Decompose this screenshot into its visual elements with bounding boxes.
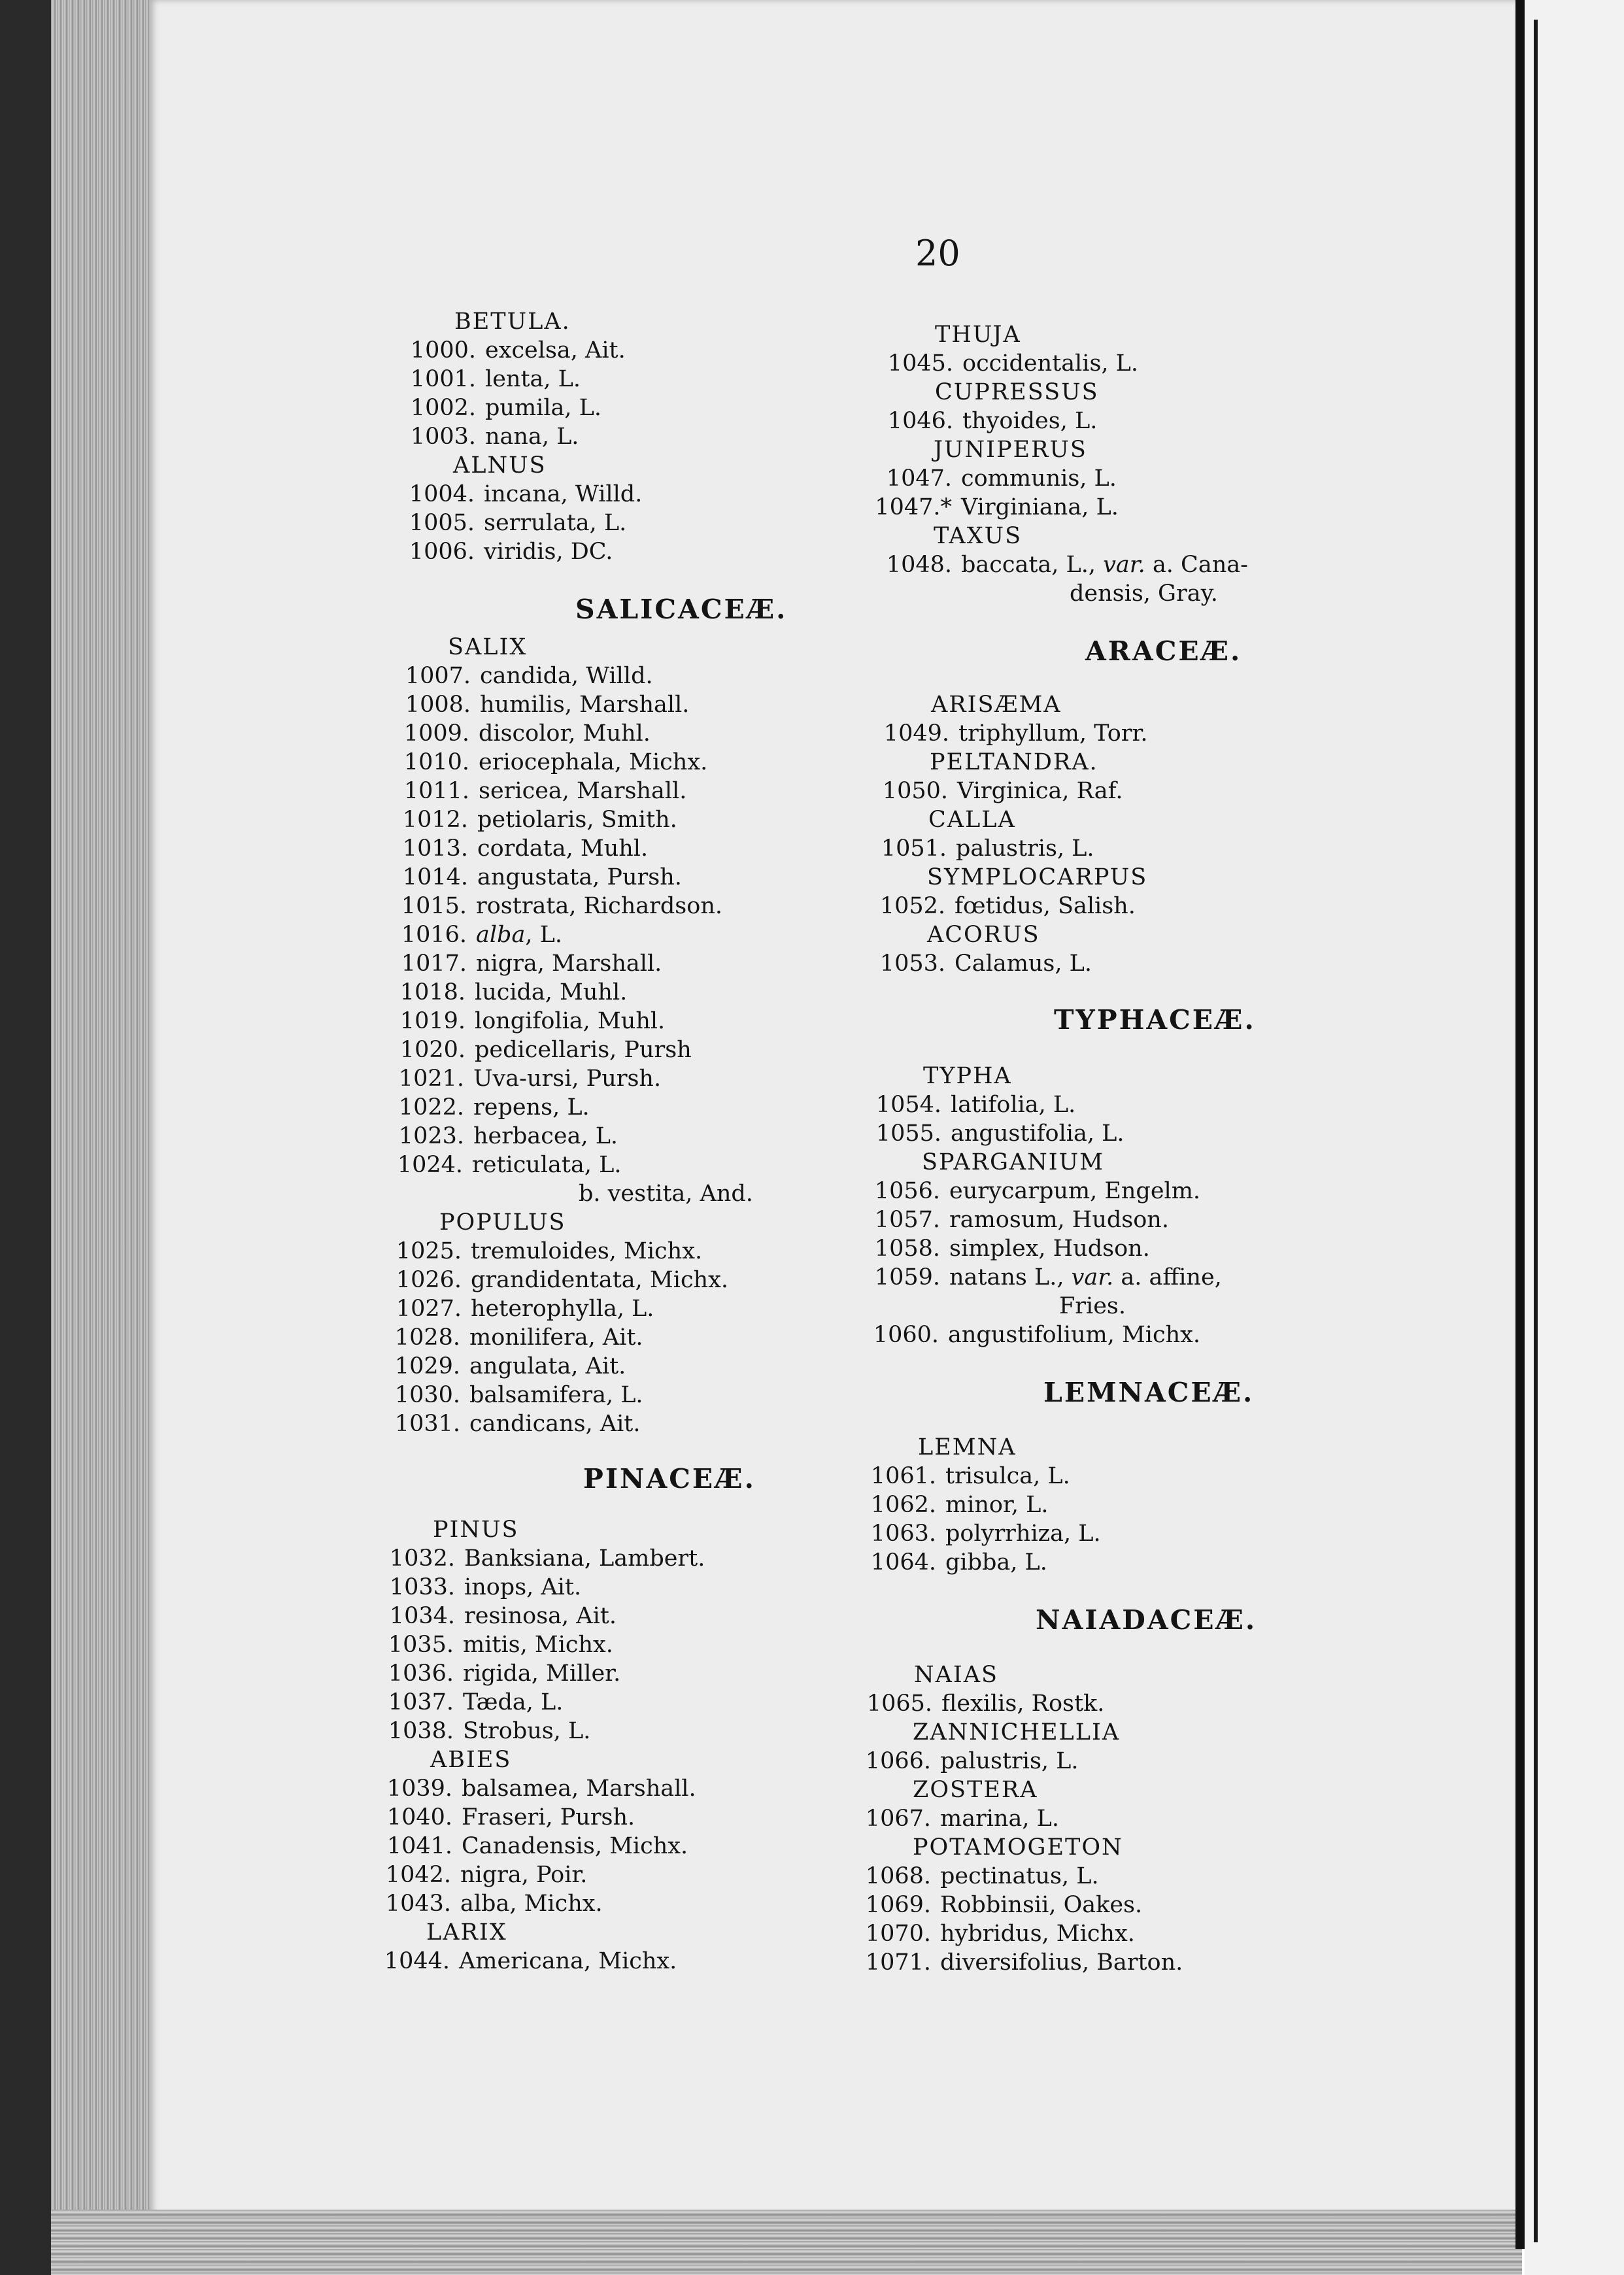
species-entry: 1003. nana, L. [410,424,579,450]
species-entry: 1021. Uva-ursi, Pursh. [398,1066,662,1092]
page-stack-bottom-edge [51,2210,1522,2275]
species-entry: 1025. tremuloides, Michx. [396,1238,703,1264]
facing-page [1525,0,1624,2275]
species-entry: 1004. incana, Willd. [409,481,643,507]
species-entry: 1032. Banksiana, Lambert. [389,1545,705,1572]
species-entry: 1039. balsamea, Marshall. [386,1776,696,1802]
species-entry: 1020. pedicellaris, Pursh [399,1037,692,1063]
book-page [149,0,1520,2229]
scanner-edge [0,0,52,2275]
genus-heading: TYPHA [923,1063,1012,1089]
species-entry: 1036. rigida, Miller. [388,1660,621,1687]
species-entry: 1019. longifolia, Muhl. [399,1008,666,1034]
species-entry: 1028. monilifera, Ait. [394,1324,643,1351]
species-continuation: Fries. [1059,1293,1126,1319]
species-entry: 1066. palustris, L. [865,1748,1079,1774]
facing-page-edge [1534,20,1538,2242]
variety-entry: b. vestita, And. [579,1181,753,1207]
genus-heading: LEMNA [918,1434,1017,1460]
genus-heading: ACORUS [927,922,1040,948]
species-entry: 1063. polyrrhiza, L. [870,1521,1101,1547]
genus-heading: ZANNICHELLIA [913,1719,1121,1745]
species-entry: 1014. angustata, Pursh. [402,864,682,890]
species-entry: 1067. marina, L. [865,1806,1060,1832]
species-entry: 1005. serrulata, L. [409,510,627,536]
species-entry: 1040. Fraseri, Pursh. [386,1804,635,1830]
species-entry: 1064. gibba, L. [870,1549,1047,1576]
species-entry: 1055. angustifolia, L. [875,1121,1125,1147]
species-entry: 1047. communis, L. [886,465,1117,492]
species-entry: 1071. diversifolius, Barton. [865,1949,1183,1976]
genus-heading: SYMPLOCARPUS [927,864,1148,890]
genus-heading: CALLA [928,807,1016,833]
genus-heading: NAIAS [914,1662,998,1688]
species-entry: 1008. humilis, Marshall. [405,692,690,718]
species-entry: 1056. eurycarpum, Engelm. [874,1178,1201,1204]
species-entry: 1027. heterophylla, L. [396,1296,654,1322]
species-entry: 1002. pumila, L. [410,395,602,421]
genus-heading: ARISÆMA [931,692,1062,718]
species-entry: 1023. herbacea, L. [398,1123,618,1149]
species-entry: 1059. natans L., var. a. affine, [874,1264,1222,1290]
species-entry: 1049. triphyllum, Torr. [883,720,1148,747]
species-entry: 1038. Strobus, L. [388,1718,591,1744]
genus-heading: SALIX [448,634,528,660]
species-entry: 1000. excelsa, Ait. [410,337,626,363]
genus-heading: POPULUS [439,1209,566,1236]
species-entry: 1069. Robbinsii, Oakes. [865,1892,1143,1918]
species-entry: 1029. angulata, Ait. [394,1353,626,1379]
species-entry: 1016. alba, L. [401,922,562,948]
book-gutter [1515,0,1525,2249]
species-entry: 1007. candida, Willd. [405,663,653,689]
genus-heading: ALNUS [453,452,547,479]
genus-heading: PINUS [433,1517,519,1543]
species-entry: 1035. mitis, Michx. [388,1632,613,1658]
species-entry: 1010. eriocephala, Michx. [403,749,708,775]
family-heading: NAIADACEÆ. [1036,1604,1257,1636]
species-entry: 1050. Virginica, Raf. [882,778,1123,804]
species-entry: 1044. Americana, Michx. [384,1948,677,1974]
species-entry: 1052. fœtidus, Salish. [879,893,1136,919]
species-entry: 1065. flexilis, Rostk. [866,1691,1105,1717]
species-entry: 1061. trisulca, L. [870,1463,1070,1489]
species-entry: 1037. Tæda, L. [388,1689,564,1715]
page-number: 20 [915,233,960,274]
genus-heading: SPARGANIUM [922,1149,1104,1175]
species-entry: 1054. latifolia, L. [875,1092,1076,1118]
species-entry: 1015. rostrata, Richardson. [401,893,723,919]
species-entry: 1030. balsamifera, L. [394,1382,643,1408]
species-entry: 1058. simplex, Hudson. [874,1236,1150,1262]
species-entry: 1047.* Virginiana, L. [875,494,1119,520]
species-entry: 1033. inops, Ait. [389,1574,582,1600]
species-entry: 1070. hybridus, Michx. [865,1921,1135,1947]
species-entry: 1057. ramosum, Hudson. [874,1207,1169,1233]
genus-heading: JUNIPERUS [934,437,1087,463]
species-entry: 1013. cordata, Muhl. [402,835,649,862]
species-entry: 1006. viridis, DC. [409,539,613,565]
species-entry: 1042. nigra, Poir. [385,1862,588,1888]
genus-heading: CUPRESSUS [935,379,1099,405]
genus-heading: THUJA [935,322,1021,348]
genus-heading: ABIES [430,1747,512,1773]
genus-heading: LARIX [426,1919,507,1946]
family-heading: LEMNACEÆ. [1043,1377,1255,1408]
species-entry: 1060. angustifolium, Michx. [873,1322,1201,1348]
species-entry: 1026. grandidentata, Michx. [396,1267,728,1293]
species-continuation: densis, Gray. [1070,581,1218,607]
genus-heading: ZOSTERA [913,1777,1038,1803]
species-entry: 1031. candicans, Ait. [394,1411,641,1437]
species-entry: 1048. baccata, L., var. a. Cana- [886,552,1248,578]
species-entry: 1009. discolor, Muhl. [403,720,651,747]
species-entry: 1041. Canadensis, Michx. [386,1833,688,1859]
family-heading: ARACEÆ. [1085,635,1242,667]
species-entry: 1046. thyoides, L. [887,408,1098,434]
genus-heading: PELTANDRA. [930,749,1098,775]
genus-heading: TAXUS [934,523,1023,549]
species-entry: 1051. palustris, L. [881,835,1094,862]
species-entry: 1017. nigra, Marshall. [401,951,662,977]
species-entry: 1045. occidentalis, L. [887,350,1139,377]
page-stack-edge [51,0,156,2275]
species-entry: 1062. minor, L. [870,1492,1049,1518]
species-entry: 1068. pectinatus, L. [865,1863,1099,1889]
family-heading: PINACEÆ. [583,1463,756,1494]
species-entry: 1034. resinosa, Ait. [389,1603,617,1629]
genus-heading: BETULA. [454,309,571,335]
species-entry: 1012. petiolaris, Smith. [402,807,677,833]
species-entry: 1022. repens, L. [398,1094,590,1121]
species-entry: 1018. lucida, Muhl. [399,979,628,1005]
species-entry: 1011. sericea, Marshall. [403,778,687,804]
family-heading: SALICACEÆ. [575,594,788,625]
genus-heading: POTAMOGETON [913,1834,1123,1861]
species-entry: 1024. reticulata, L. [397,1152,622,1178]
species-entry: 1053. Calamus, L. [879,951,1092,977]
species-entry: 1001. lenta, L. [410,366,581,392]
species-entry: 1043. alba, Michx. [385,1891,603,1917]
family-heading: TYPHACEÆ. [1054,1004,1256,1036]
